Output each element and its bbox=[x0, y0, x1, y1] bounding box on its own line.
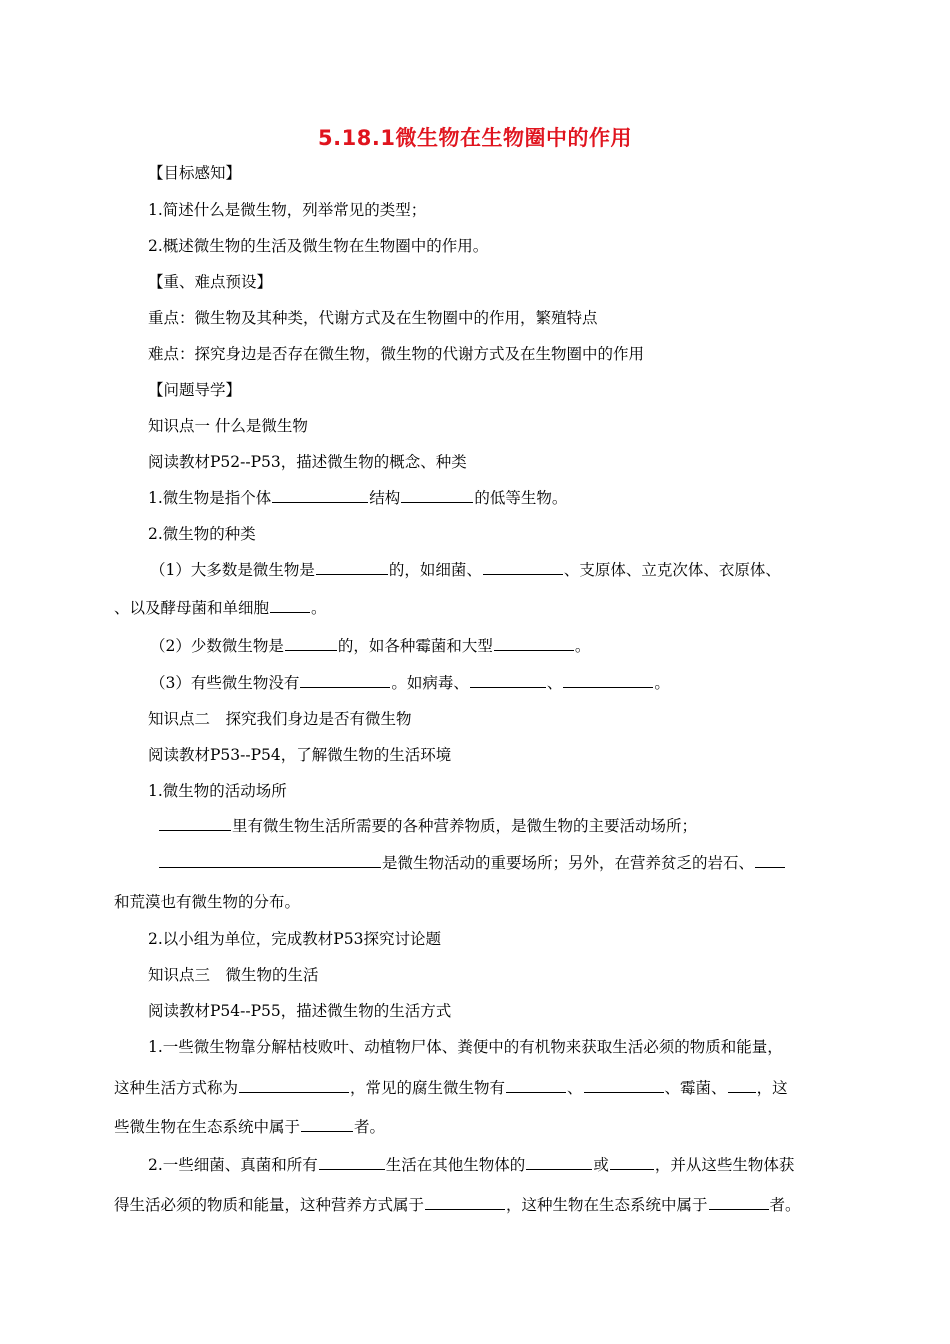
answer-blank[interactable] bbox=[301, 1117, 353, 1132]
section-heading-guided-questions: 【问题导学】 bbox=[148, 381, 242, 399]
answer-blank[interactable] bbox=[272, 488, 368, 503]
answer-blank[interactable] bbox=[506, 1078, 566, 1093]
question-saprophyte-continued: 这种生活方式称为 ，常见的腐生微生物有 、 、霉菌、 ，这 bbox=[114, 1079, 788, 1097]
answer-blank[interactable] bbox=[584, 1078, 664, 1093]
answer-blank[interactable] bbox=[401, 488, 473, 503]
reading-instruction-3: 阅读教材P54--P55，描述微生物的生活方式 bbox=[148, 1002, 452, 1020]
answer-blank[interactable] bbox=[709, 1195, 769, 1210]
question-types-3: （3）有些微生物没有 。如病毒、 、 。 bbox=[150, 674, 670, 692]
question-habitat-2: 是微生物活动的重要场所；另外，在营养贫乏的岩石、 bbox=[158, 853, 786, 873]
question-types-1: （1）大多数是微生物是 的，如细菌、 、支原体、立克次体、衣原体、 bbox=[150, 561, 781, 579]
group-discussion-task: 2.以小组为单位，完成教材P53探究讨论题 bbox=[148, 930, 441, 948]
knowledge-point-3-heading: 知识点三 微生物的生活 bbox=[148, 966, 319, 984]
answer-blank[interactable] bbox=[239, 1078, 349, 1093]
section-heading-key-points: 【重、难点预设】 bbox=[148, 273, 273, 291]
question-saprophyte: 1.一些微生物靠分解枯枝败叶、动植物尸体、粪便中的有机物来获取生活必须的物质和能量， bbox=[148, 1038, 783, 1056]
answer-blank[interactable] bbox=[470, 673, 546, 688]
difficult-point-text: 难点：探究身边是否存在微生物，微生物的代谢方式及在生物圈中的作用 bbox=[148, 345, 645, 363]
answer-blank[interactable] bbox=[610, 1155, 654, 1170]
document-title: 5.18.1微生物在生物圈中的作用 bbox=[318, 126, 632, 150]
knowledge-point-1-heading: 知识点一 什么是微生物 bbox=[148, 417, 308, 435]
answer-blank[interactable] bbox=[159, 816, 231, 831]
question-saprophyte-end: 些微生物在生态系统中属于 者。 bbox=[114, 1118, 386, 1136]
reading-instruction-2: 阅读教材P53--P54，了解微生物的生活环境 bbox=[148, 746, 452, 764]
answer-blank[interactable] bbox=[483, 560, 563, 575]
knowledge-point-2-heading: 知识点二 探究我们身边是否有微生物 bbox=[148, 710, 412, 728]
goal-item-1: 1.简述什么是微生物，列举常见的类型； bbox=[148, 201, 427, 219]
answer-blank[interactable] bbox=[319, 1155, 385, 1170]
answer-blank[interactable] bbox=[526, 1155, 592, 1170]
answer-blank[interactable] bbox=[494, 636, 574, 651]
question-definition: 1.微生物是指个体 结构 的低等生物。 bbox=[148, 489, 568, 507]
reading-instruction-1: 阅读教材P52--P53，描述微生物的概念、种类 bbox=[148, 453, 467, 471]
answer-blank[interactable] bbox=[270, 598, 310, 613]
question-habitat-2-continued: 和荒漠也有微生物的分布。 bbox=[114, 893, 301, 911]
question-types-2: （2）少数微生物是 的，如各种霉菌和大型 。 bbox=[150, 637, 591, 655]
goal-item-2: 2.概述微生物的生活及微生物在生物圈中的作用。 bbox=[148, 237, 489, 255]
answer-blank[interactable] bbox=[563, 673, 653, 688]
answer-blank[interactable] bbox=[728, 1078, 756, 1093]
question-types-heading: 2.微生物的种类 bbox=[148, 525, 256, 543]
answer-blank[interactable] bbox=[285, 636, 337, 651]
answer-blank[interactable] bbox=[159, 853, 381, 868]
answer-blank[interactable] bbox=[316, 560, 388, 575]
question-parasite: 2.一些细菌、真菌和所有 生活在其他生物体的 或 ，并从这些生物体获 bbox=[148, 1156, 795, 1174]
key-point-text: 重点：微生物及其种类，代谢方式及在生物圈中的作用，繁殖特点 bbox=[148, 309, 598, 327]
question-parasite-continued: 得生活必须的物质和能量，这种营养方式属于 ，这种生物在生态系统中属于 者。 bbox=[114, 1196, 801, 1214]
answer-blank[interactable] bbox=[300, 673, 390, 688]
answer-blank[interactable] bbox=[425, 1195, 505, 1210]
answer-blank[interactable] bbox=[755, 853, 785, 868]
question-types-1-continued: 、以及酵母菌和单细胞 。 bbox=[114, 599, 327, 617]
question-habitat-heading: 1.微生物的活动场所 bbox=[148, 782, 287, 800]
section-heading-goals: 【目标感知】 bbox=[148, 164, 242, 182]
question-habitat-1: 里有微生物生活所需要的各种营养物质，是微生物的主要活动场所； bbox=[158, 816, 697, 836]
